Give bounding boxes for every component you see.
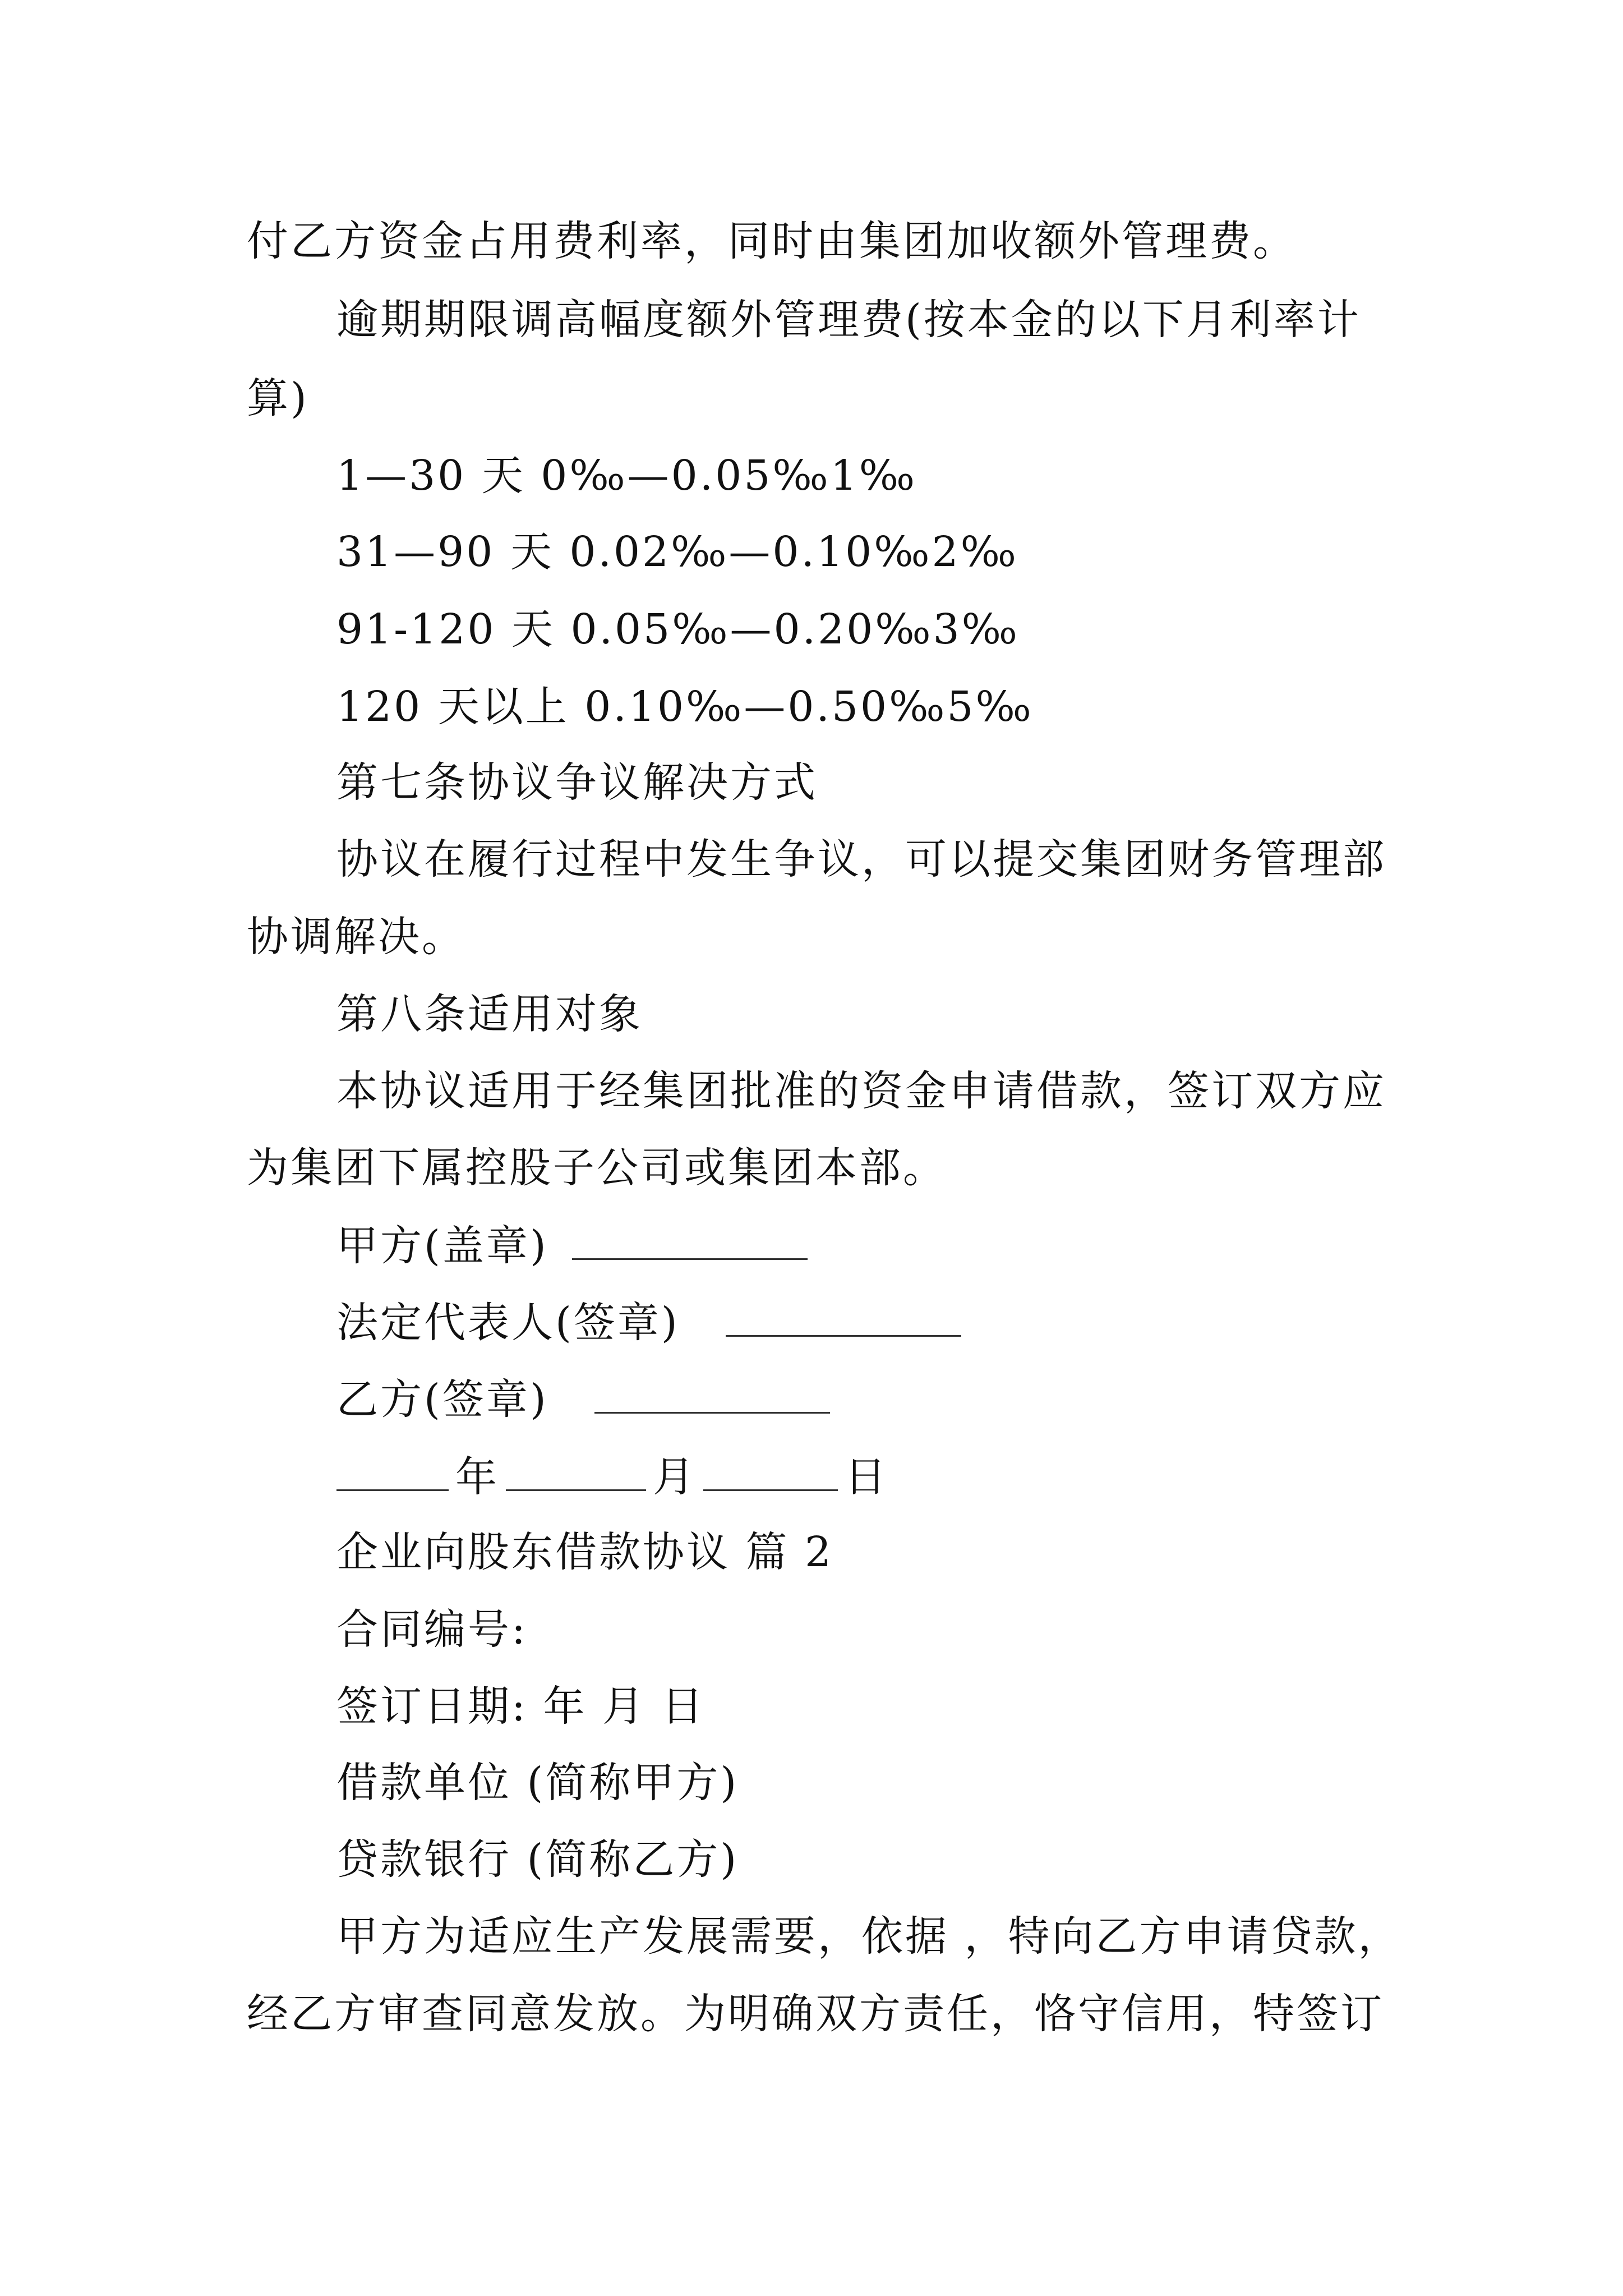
rate-table-line: 1—30 天 0‰—0.05‰1‰ <box>336 452 917 500</box>
article-heading: 第八条适用对象 <box>336 990 643 1038</box>
paragraph-line: 算) <box>247 374 309 422</box>
signature-date-row <box>336 1450 888 1502</box>
paragraph-line: 付乙方资金占用费利率，同时由集团加收额外管理费。 <box>247 217 1297 265</box>
year-label: 年 <box>455 1453 499 1501</box>
legal-rep-signature-row <box>336 1296 968 1348</box>
paragraph-line: 经乙方审查同意发放。为明确双方责任，恪守信用，特签订 <box>247 1990 1384 2038</box>
rate-table-line: 91-120 天 0.05‰—0.20‰3‰ <box>336 605 1020 654</box>
party-b-signature-row <box>336 1373 837 1425</box>
legal-rep-blank <box>726 1296 961 1337</box>
party-a-signature-row <box>336 1219 814 1271</box>
party-a-blank <box>572 1219 808 1260</box>
borrower-line: 借款单位 (简称甲方) <box>336 1759 739 1807</box>
party-b-blank <box>594 1373 830 1414</box>
signing-date-line: 签订日期: 年 月 日 <box>336 1682 706 1731</box>
day-label: 日 <box>845 1453 888 1501</box>
paragraph-line: 协议在履行过程中发生争议，可以提交集团财务管理部 <box>336 835 1386 884</box>
paragraph-line: 甲方为适应生产发展需要，依据 ，特向乙方申请贷款， <box>336 1912 1402 1961</box>
rate-table-line: 120 天以上 0.10‰—0.50‰5‰ <box>336 683 1034 731</box>
section-title: 企业向股东借款协议 篇 2 <box>336 1528 834 1576</box>
paragraph-line: 逾期期限调高幅度额外管理费(按本金的以下月利率计 <box>336 296 1361 344</box>
month-blank <box>506 1450 646 1491</box>
rate-table-line: 31—90 天 0.02‰—0.10‰2‰ <box>336 528 1018 576</box>
legal-rep-label: 法定代表人(签章) <box>336 1299 680 1347</box>
paragraph-line: 协调解决。 <box>247 913 465 961</box>
party-a-label: 甲方(盖章) <box>336 1222 548 1270</box>
paragraph-line: 为集团下属控股子公司或集团本部。 <box>247 1144 947 1192</box>
day-blank <box>703 1450 838 1491</box>
contract-number-line: 合同编号: <box>336 1605 528 1654</box>
party-b-label: 乙方(签章) <box>336 1375 548 1424</box>
lender-line: 贷款银行 (简称乙方) <box>336 1835 739 1884</box>
month-label: 月 <box>653 1453 697 1501</box>
year-blank <box>336 1450 449 1491</box>
article-heading: 第七条协议争议解决方式 <box>336 758 818 807</box>
paragraph-line: 本协议适用于经集团批准的资金申请借款，签订双方应 <box>336 1067 1386 1115</box>
